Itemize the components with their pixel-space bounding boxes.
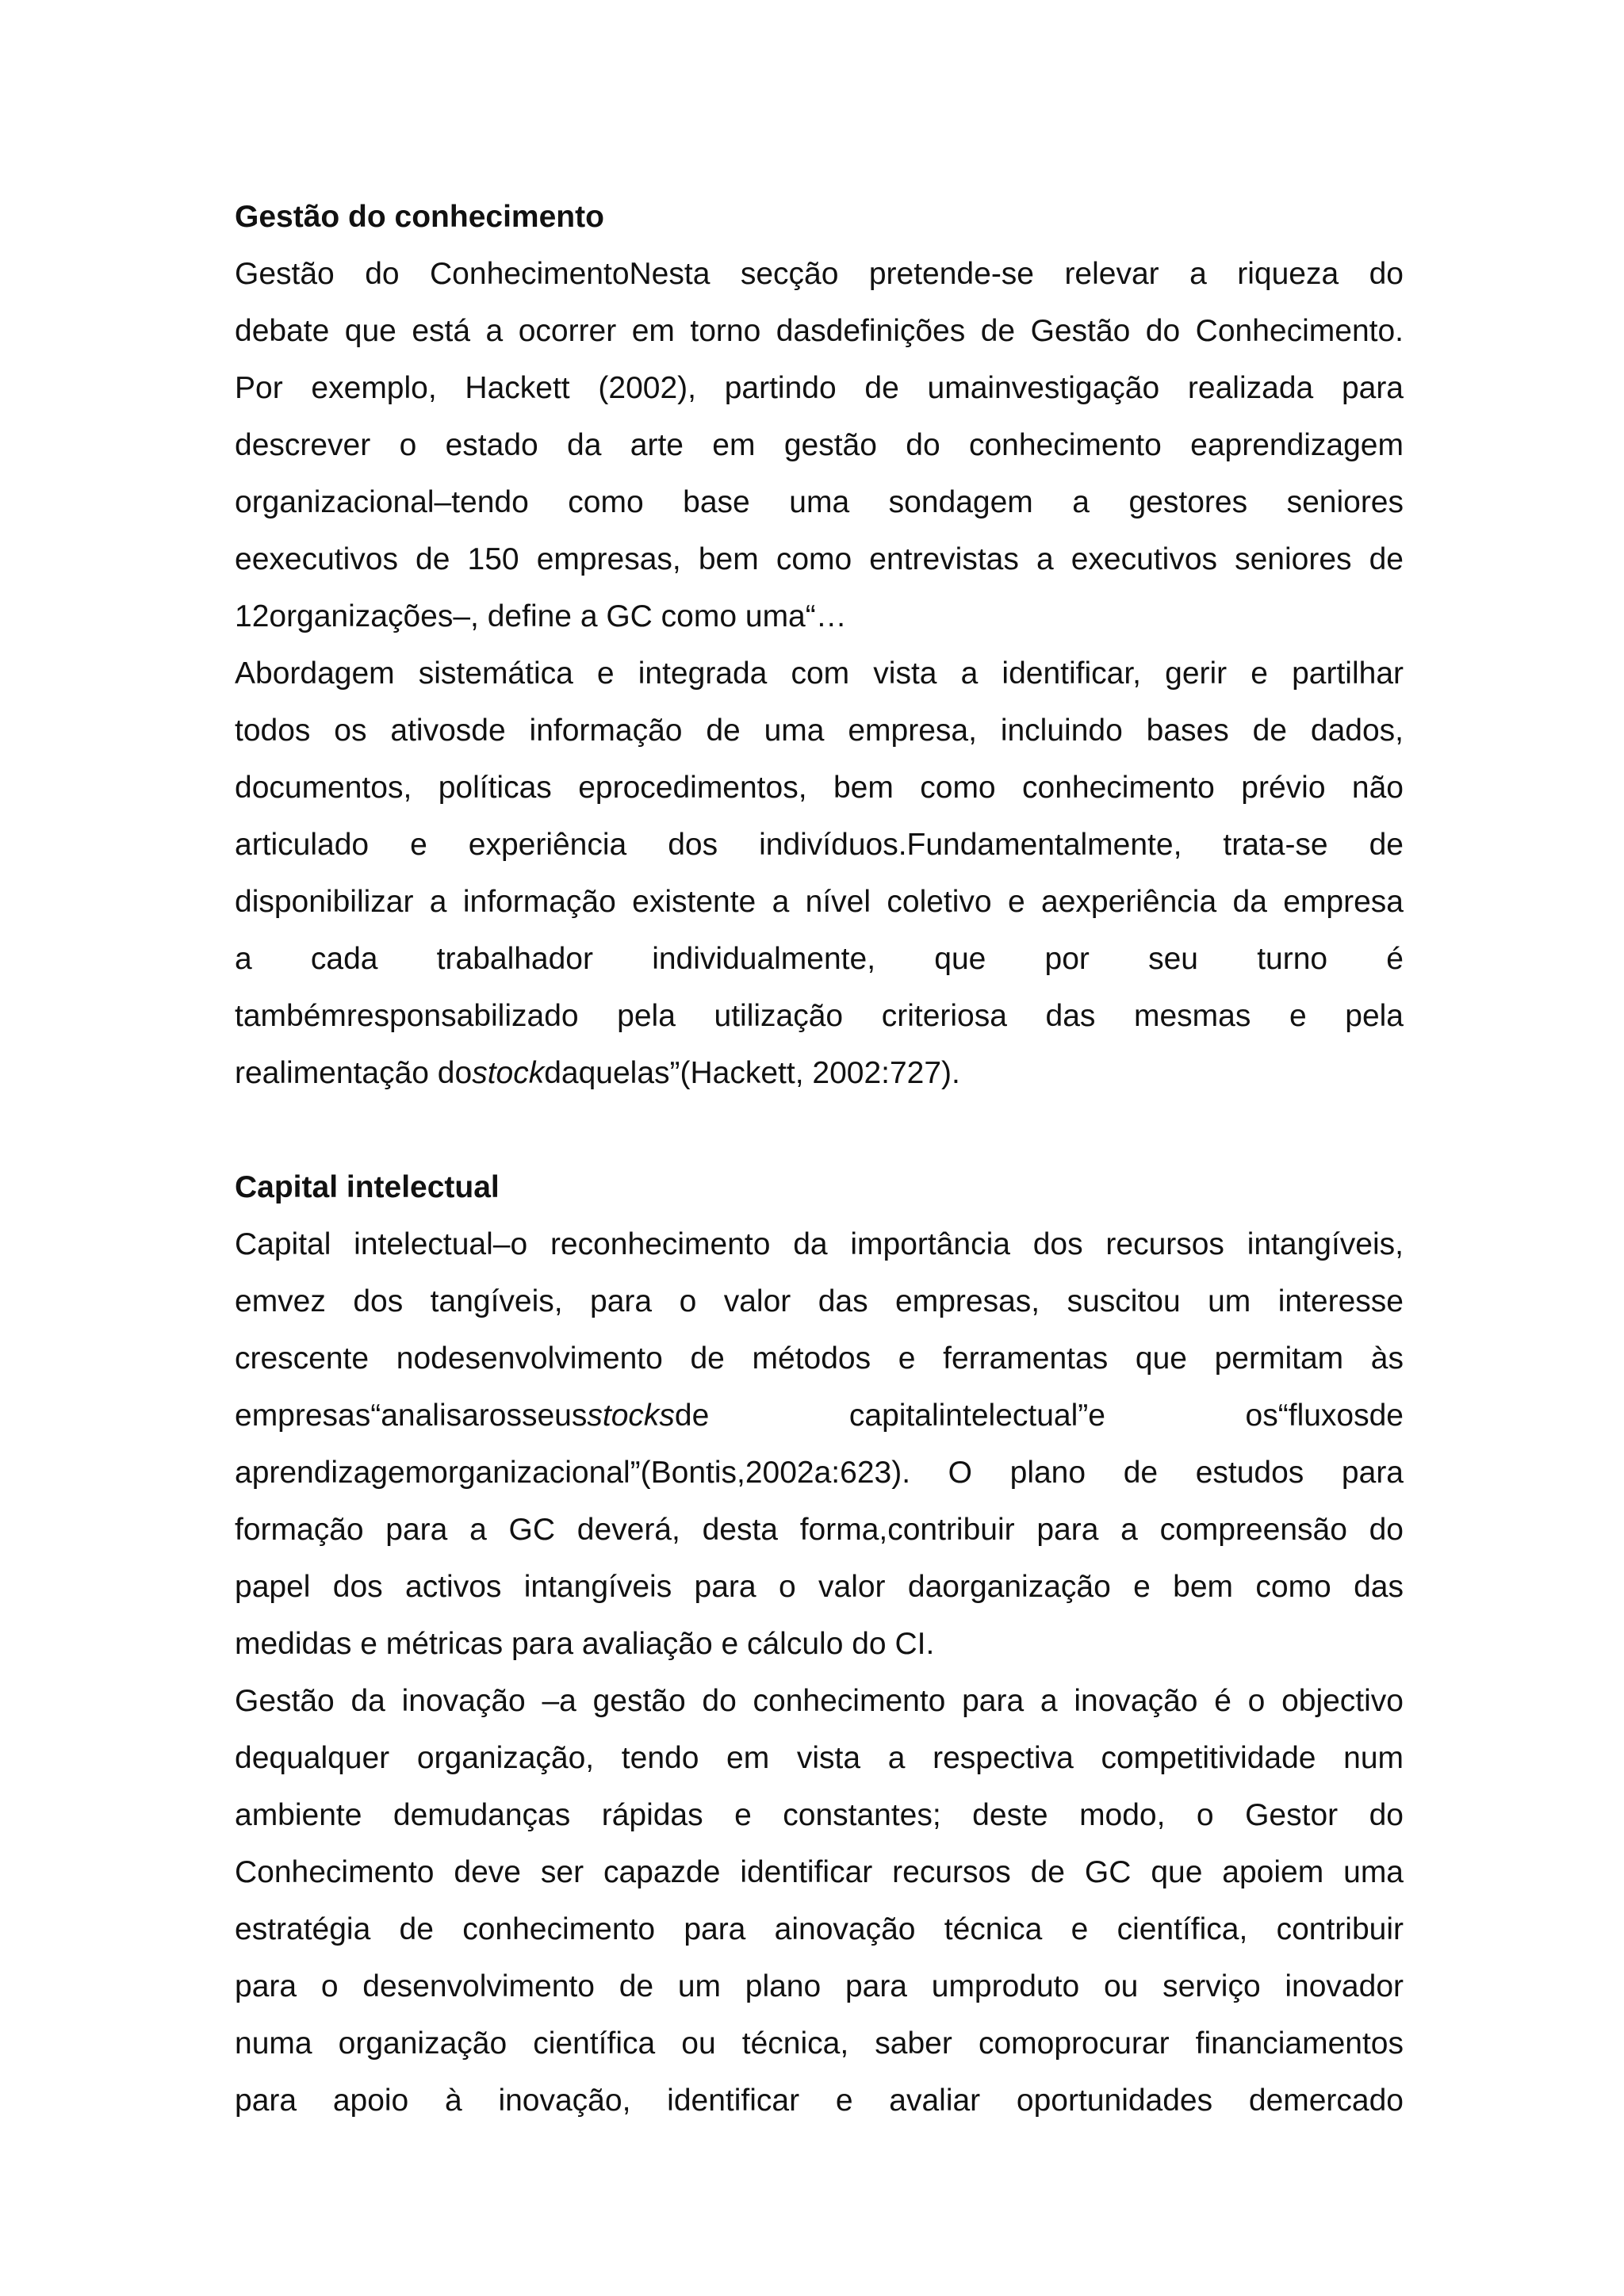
text-run: empresas“analisarosseus bbox=[235, 1399, 588, 1433]
text-line: disponibilizar a informação existente a nível coletivo e aexperiência da empresa bbox=[235, 885, 1404, 919]
text-line: ambiente demudanças rápidas e constantes; deste modo, o Gestor do bbox=[235, 1798, 1404, 1832]
text-line: organizacional–tendo como base uma sondagem a gestores seniores bbox=[235, 485, 1404, 519]
text-line: papel dos activos intangíveis para o valor daorganização e bem como das bbox=[235, 1570, 1404, 1604]
text-line: debate que está a ocorrer em torno dasdefinições de Gestão do Conhecimento. bbox=[235, 314, 1404, 348]
section-body-capital bbox=[235, 1216, 1404, 2130]
text-line: crescente nodesenvolvimento de métodos e ferramentas que permitam às bbox=[235, 1341, 1404, 1376]
text-line: Capital intelectual–o reconhecimento da importância dos recursos intangíveis, bbox=[235, 1227, 1404, 1261]
text-line: 12organizações–, define a GC como uma“… bbox=[235, 599, 847, 633]
text-line: Gestão do ConhecimentoNesta secção pretende-se relevar a riqueza do bbox=[235, 257, 1404, 291]
text-line: medidas e métricas para avaliação e cálculo do CI. bbox=[235, 1627, 935, 1661]
text-line: documentos, políticas eprocedimentos, bem como conhecimento prévio não bbox=[235, 771, 1404, 805]
italic-term: stock bbox=[472, 1056, 545, 1090]
text-run: realimentação do bbox=[235, 1056, 473, 1090]
text-line: Conhecimento deve ser capazde identificar recursos de GC que apoiem uma bbox=[235, 1855, 1404, 1889]
text-line: formação para a GC deverá, desta forma,contribuir para a compreensão do bbox=[235, 1513, 1404, 1547]
text-run: de capitalintelectual”e os“fluxosde bbox=[674, 1399, 1404, 1433]
text-line: emvez dos tangíveis, para o valor das empresas, suscitou um interesse bbox=[235, 1284, 1404, 1318]
text-line: todos os ativosde informação de uma empresa, incluindo bases de dados, bbox=[235, 714, 1404, 748]
text-line: estratégia de conhecimento para ainovação técnica e científica, contribuir bbox=[235, 1912, 1404, 1946]
text-line: para o desenvolvimento de um plano para umproduto ou serviço inovador bbox=[235, 1969, 1404, 2003]
text-line: para apoio à inovação, identificar e avaliar oportunidades demercado bbox=[235, 2084, 1404, 2118]
section-body-gestao bbox=[235, 246, 1404, 1102]
text-line: Abordagem sistemática e integrada com vista a identificar, gerir e partilhar bbox=[235, 656, 1404, 691]
text-line-with-italic bbox=[235, 1045, 1404, 1102]
text-line: numa organização científica ou técnica, saber comoprocurar financiamentos bbox=[235, 2026, 1404, 2061]
text-line: Por exemplo, Hackett (2002), partindo de umainvestigação realizada para bbox=[235, 371, 1404, 405]
italic-term: stocks bbox=[587, 1399, 675, 1433]
text-line: dequalquer organização, tendo em vista a respectiva competitividade num bbox=[235, 1741, 1404, 1775]
text-line: eexecutivos de 150 empresas, bem como entrevistas a executivos seniores de bbox=[235, 542, 1404, 576]
text-line: articulado e experiência dos indivíduos.Fundamentalmente, trata-se de bbox=[235, 828, 1404, 862]
text-line: descrever o estado da arte em gestão do conhecimento eaprendizagem bbox=[235, 428, 1404, 462]
paragraph-gap bbox=[235, 1102, 1404, 1159]
text-line-with-italic bbox=[235, 1387, 1404, 1445]
section-heading-gestao: Gestão do conhecimento bbox=[235, 200, 604, 234]
text-run: daquelas”(Hackett, 2002:727). bbox=[544, 1056, 960, 1090]
text-line: tambémresponsabilizado pela utilização criteriosa das mesmas e pela bbox=[235, 999, 1404, 1033]
text-line: aprendizagemorganizacional”(Bontis,2002a:623). O plano de estudos para bbox=[235, 1456, 1404, 1490]
text-line: Gestão da inovação –a gestão do conhecimento para a inovação é o objectivo bbox=[235, 1684, 1404, 1718]
section-heading-capital: Capital intelectual bbox=[235, 1170, 500, 1204]
text-line: a cada trabalhador individualmente, que por seu turno é bbox=[235, 942, 1404, 976]
document-page bbox=[235, 189, 1404, 2130]
